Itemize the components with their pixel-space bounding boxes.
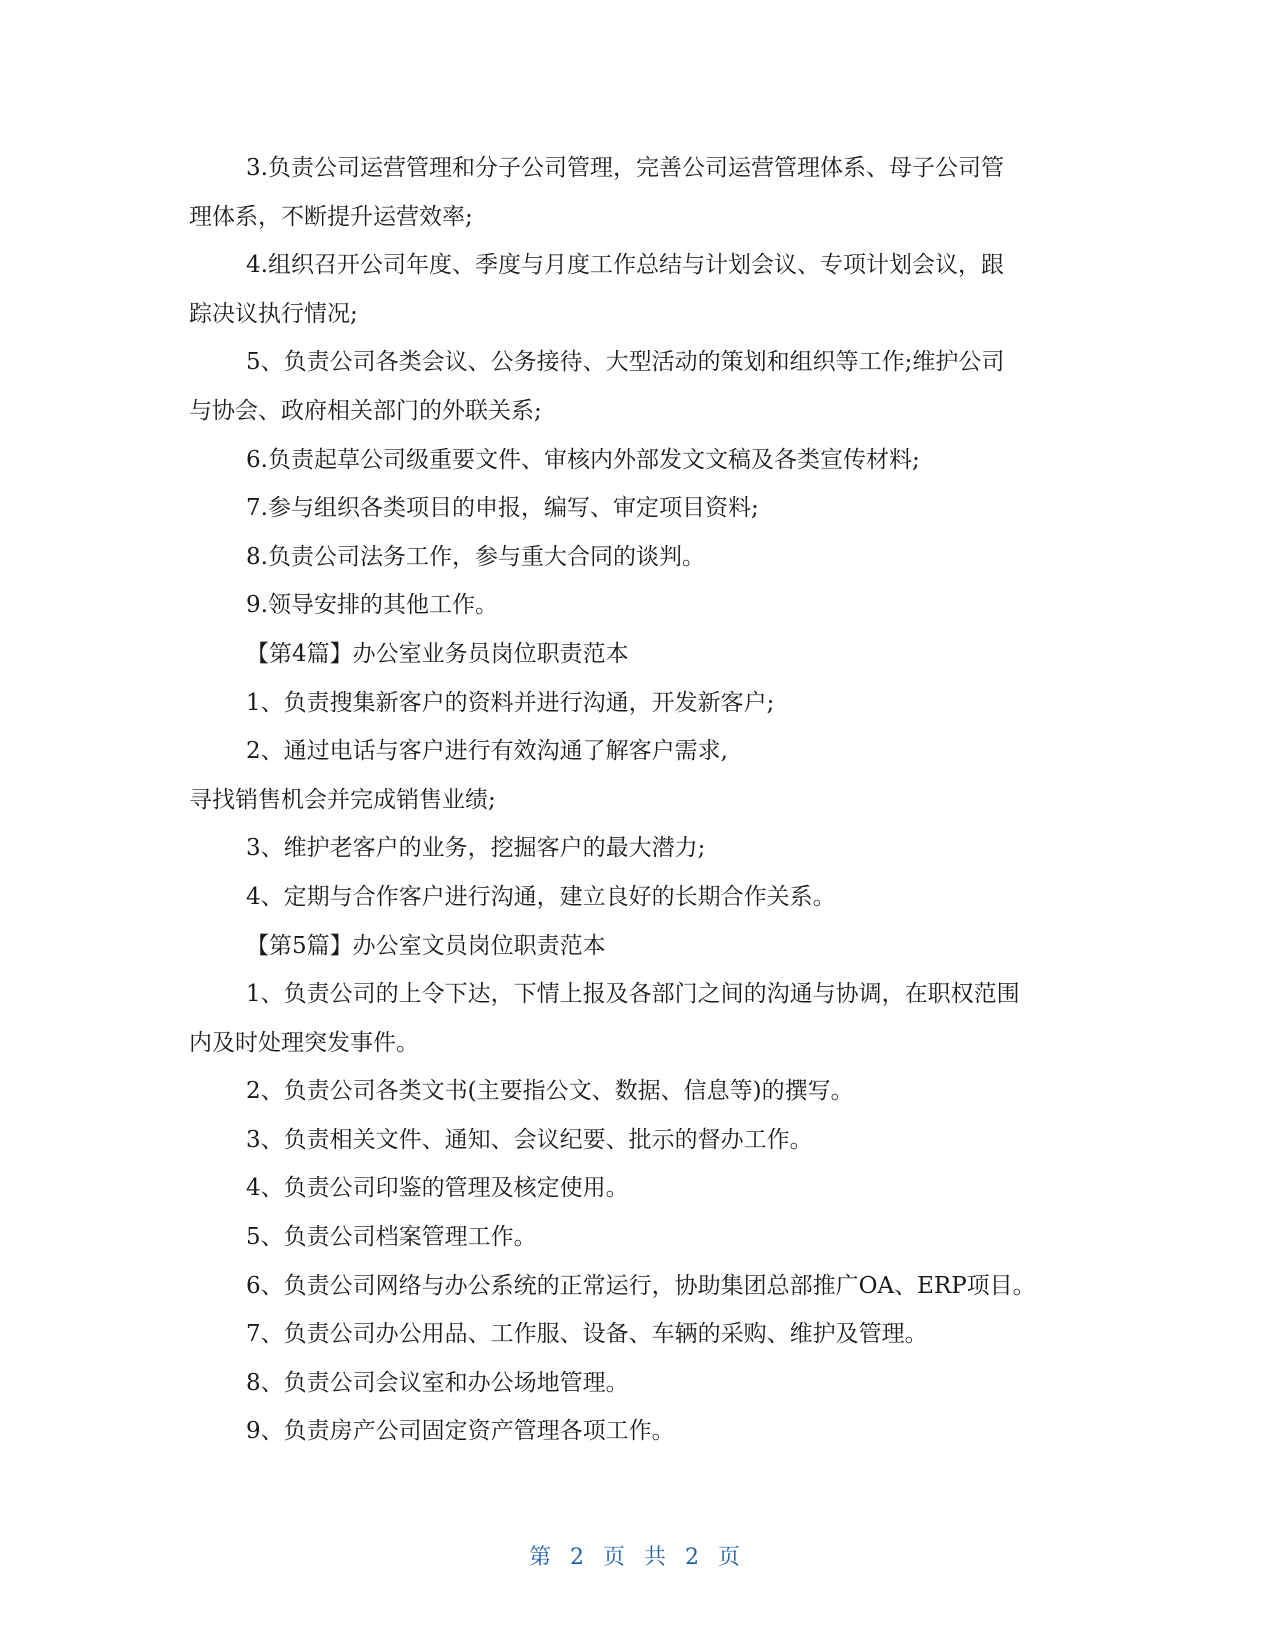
section-heading: 【第5篇】办公室文员岗位职责范本 [246, 932, 606, 959]
paragraph-line: 7.参与组织各类项目的申报，编写、审定项目资料; [246, 495, 759, 522]
paragraph-line: 3、负责相关文件、通知、会议纪要、批示的督办工作。 [246, 1126, 813, 1153]
paragraph-line: 2、通过电话与客户进行有效沟通了解客户需求, [246, 738, 728, 765]
paragraph-line: 9.领导安排的其他工作。 [246, 592, 498, 619]
paragraph-line: 4、定期与合作客户进行沟通，建立良好的长期合作关系。 [246, 883, 836, 910]
paragraph-line: 1、负责公司的上令下达，下情上报及各部门之间的沟通与协调，在职权范围 [246, 981, 1020, 1008]
document-body [189, 144, 1089, 1456]
paragraph-line: 3、维护老客户的业务，挖掘客户的最大潜力; [246, 835, 706, 862]
paragraph-line: 3.负责公司运营管理和分子公司管理，完善公司运营管理体系、母子公司管 [246, 155, 1004, 181]
paragraph-line: 4.组织召开公司年度、季度与月度工作总结与计划会议、专项计划会议，跟 [246, 252, 1004, 279]
page-number-footer: 第 2 页 共 2 页 [529, 1545, 746, 1570]
paragraph-line: 寻找销售机会并完成销售业绩; [189, 786, 496, 813]
paragraph-line: 8.负责公司法务工作，参与重大合同的谈判。 [246, 543, 705, 570]
paragraph-line: 理体系，不断提升运营效率; [189, 203, 473, 230]
paragraph-line: 踪决议执行情况; [189, 300, 358, 327]
paragraph-line: 7、负责公司办公用品、工作服、设备、车辆的采购、维护及管理。 [246, 1321, 928, 1348]
paragraph-line: 2、负责公司各类文书(主要指公文、数据、信息等)的撰写。 [246, 1078, 854, 1105]
paragraph-line: 9、负责房产公司固定资产管理各项工作。 [246, 1418, 675, 1445]
paragraph-line: 4、负责公司印鉴的管理及核定使用。 [246, 1175, 629, 1202]
paragraph-line: 5、负责公司档案管理工作。 [246, 1224, 537, 1251]
section-heading: 【第4篇】办公室业务员岗位职责范本 [246, 640, 629, 667]
paragraph-line: 6.负责起草公司级重要文件、审核内外部发文文稿及各类宣传材料; [246, 446, 920, 473]
paragraph-line: 6、负责公司网络与办公系统的正常运行，协助集团总部推广OA、ERP项目。 [246, 1272, 1036, 1299]
paragraph-line: 8、负责公司会议室和办公场地管理。 [246, 1369, 629, 1396]
paragraph-line: 5、负责公司各类会议、公务接待、大型活动的策划和组织等工作;维护公司 [246, 349, 1005, 376]
paragraph-line: 1、负责搜集新客户的资料并进行沟通，开发新客户; [246, 689, 775, 716]
paragraph-line: 与协会、政府相关部门的外联关系; [189, 397, 542, 424]
paragraph-line: 内及时处理突发事件。 [189, 1029, 419, 1056]
